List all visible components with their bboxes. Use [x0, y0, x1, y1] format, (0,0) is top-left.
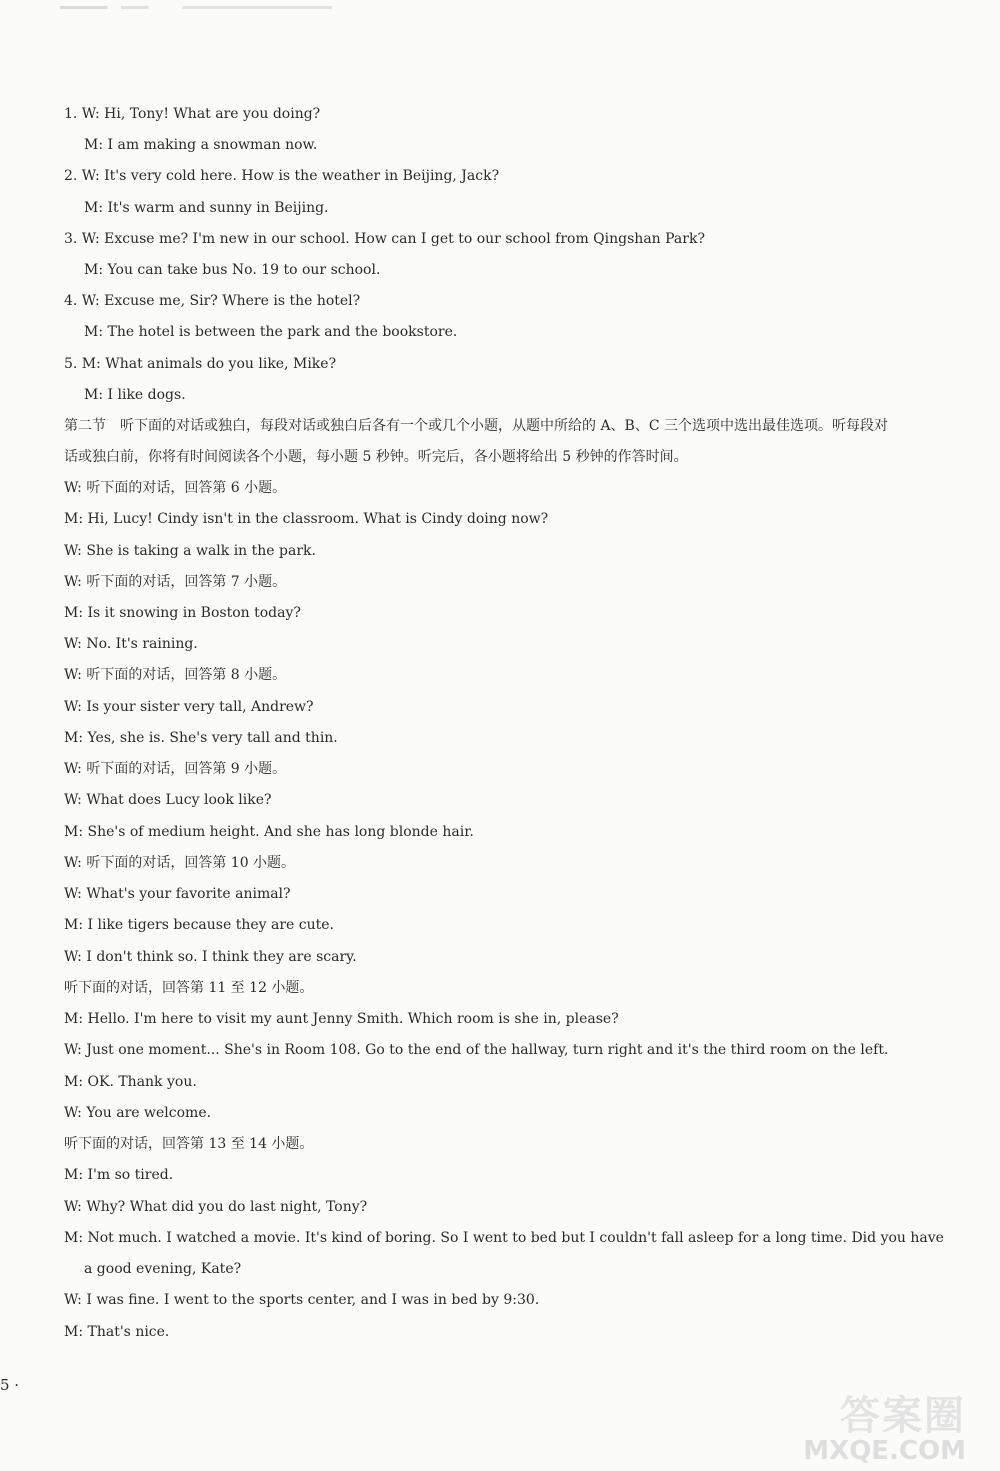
- script-line: W: I don't think so. I think they are scary.: [64, 949, 357, 965]
- dialogue-1-line-1: 1. W: Hi, Tony! What are you doing?: [64, 106, 321, 122]
- dialogue-5-line-2: M: I like dogs.: [84, 387, 186, 403]
- script-line: a good evening, Kate?: [84, 1261, 242, 1277]
- dialogue-2-line-2: M: It's warm and sunny in Beijing.: [84, 200, 329, 216]
- script-line: W: You are welcome.: [64, 1105, 212, 1121]
- script-line: M: OK. Thank you.: [64, 1074, 197, 1090]
- script-line: W: 听下面的对话，回答第 10 小题。: [64, 855, 296, 871]
- page-number: 5 ·: [0, 1376, 20, 1394]
- script-line: 听下面的对话，回答第 13 至 14 小题。: [64, 1136, 314, 1152]
- dialogue-5-line-1: 5. M: What animals do you like, Mike?: [64, 356, 337, 372]
- watermark-logo: [740, 1384, 972, 1466]
- script-line: W: What's your favorite animal?: [64, 886, 291, 902]
- script-line: W: Just one moment... She's in Room 108. Go to the end of the hallway, turn right and it's the third room on the left.: [64, 1042, 889, 1058]
- script-line: M: She's of medium height. And she has long blonde hair.: [64, 824, 474, 840]
- script-line: W: 听下面的对话，回答第 9 小题。: [64, 761, 287, 777]
- watermark-text: 答案圈: [840, 1393, 966, 1439]
- script-line: M: Not much. I watched a movie. It's kind of boring. So I went to bed but I couldn't fall asleep for a long time. Did you have: [64, 1230, 944, 1246]
- dialogue-3-line-2: M: You can take bus No. 19 to our school.: [84, 262, 381, 278]
- script-line: W: What does Lucy look like?: [64, 792, 272, 808]
- script-line: W: 听下面的对话，回答第 8 小题。: [64, 667, 287, 683]
- script-line: W: Is your sister very tall, Andrew?: [64, 699, 314, 715]
- script-line: M: I'm so tired.: [64, 1167, 174, 1183]
- script-line: M: That's nice.: [64, 1324, 170, 1340]
- script-line: W: No. It's raining.: [64, 636, 198, 652]
- dialogue-4-line-2: M: The hotel is between the park and the bookstore.: [84, 324, 458, 340]
- header-rule: [60, 6, 400, 9]
- watermark-url: MXQE.COM: [803, 1436, 966, 1466]
- script-line: W: She is taking a walk in the park.: [64, 543, 316, 559]
- script-line: M: Hi, Lucy! Cindy isn't in the classroom. What is Cindy doing now?: [64, 511, 549, 527]
- dialogue-4-line-1: 4. W: Excuse me, Sir? Where is the hotel?: [64, 293, 361, 309]
- script-line: W: 听下面的对话，回答第 7 小题。: [64, 574, 287, 590]
- script-line: M: Yes, she is. She's very tall and thin.: [64, 730, 338, 746]
- script-line: M: I like tigers because they are cute.: [64, 917, 334, 933]
- script-line: M: Hello. I'm here to visit my aunt Jenny Smith. Which room is she in, please?: [64, 1011, 619, 1027]
- dialogue-3-line-1: 3. W: Excuse me? I'm new in our school. How can I get to our school from Qingshan Park?: [64, 231, 705, 247]
- dialogue-2-line-1: 2. W: It's very cold here. How is the weather in Beijing, Jack?: [64, 168, 500, 184]
- section-2-instructions: 第二节 听下面的对话或独白，每段对话或独白后各有一个或几个小题，从题中所给的 A、B、C 三个选项中选出最佳选项。听每段对话或独白前，你将有时间阅读各个小题，每小题 5 秒钟。听完后，各小题将给出 5 秒钟的作答时间。: [64, 418, 889, 465]
- script-line: W: 听下面的对话，回答第 6 小题。: [64, 480, 287, 496]
- script-line: W: Why? What did you do last night, Tony?: [64, 1199, 368, 1215]
- script-line: 听下面的对话，回答第 11 至 12 小题。: [64, 980, 314, 996]
- script-line: M: Is it snowing in Boston today?: [64, 605, 301, 621]
- dialogue-1-line-2: M: I am making a snowman now.: [84, 137, 318, 153]
- script-line: W: I was fine. I went to the sports center, and I was in bed by 9:30.: [64, 1292, 540, 1308]
